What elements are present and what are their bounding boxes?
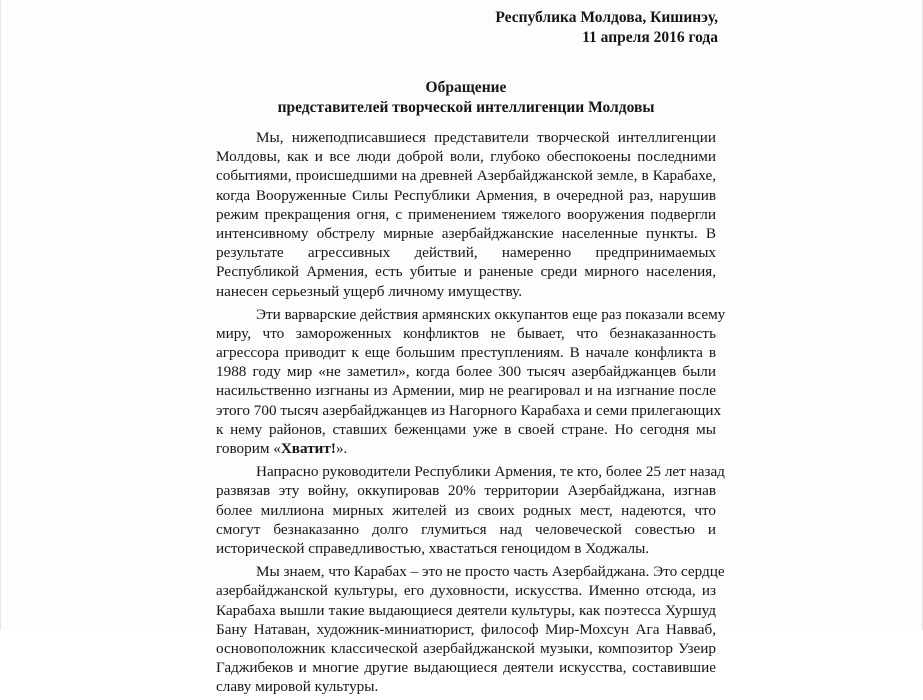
- text-line: режим прекращения огня, с применением тяжелого вооружения подвергли: [216, 205, 716, 223]
- title-line-1: Обращение: [425, 79, 507, 96]
- text-line: когда Вооруженные Силы Республики Армения, в очередной раз, нарушив: [216, 186, 716, 204]
- paragraph-1: [216, 128, 716, 301]
- text-line: этого 700 тысяч азербайджанцев из Нагорного Карабаха и семи прилегающих: [216, 401, 722, 419]
- text-line: Эти варварские действия армянских оккупантов еще раз показали всему: [256, 305, 726, 323]
- text-line: Мы, нижеподписавшиеся представители творческой интеллигенции: [256, 129, 716, 146]
- text-line: агрессора приводит к еще большим преступлениям. В начале конфликта в: [216, 344, 716, 362]
- text-line: 1988 году мир «не заметил», когда более 300 тысяч азербайджанцев были: [216, 363, 716, 381]
- appeal-text: [216, 128, 726, 700]
- text-line: Республикой Армения, есть убитые и раненые среди мирного населения,: [216, 263, 716, 281]
- text-line: Карабаха вышли такие выдающиеся деятели культуры, как поэтесса Хуршуд: [216, 601, 716, 619]
- paragraph-3: [216, 462, 725, 558]
- title-line-2: представителей творческой интеллигенции Молдовы: [277, 99, 655, 116]
- document-title: [216, 78, 716, 118]
- place-line: Республика Молдова, Кишинэу,: [495, 9, 718, 26]
- text-line: [216, 439, 716, 458]
- text-line: к нему районов, ставших беженцами уже в своей стране. Но сегодня мы: [216, 420, 716, 438]
- text-fragment: говорим «: [216, 440, 281, 457]
- text-line: славу мировой культуры.: [216, 678, 379, 696]
- text-line: азербайджанской культуры, его духовности, искусства. Именно отсюда, из: [216, 582, 716, 600]
- text-line: Напрасно руководители Республики Армения, те кто, более 25 лет назад: [256, 463, 725, 481]
- text-line: Мы знаем, что Карабах – это не просто часть Азербайджана. Это сердце: [256, 563, 725, 581]
- paragraph-4: [216, 562, 725, 696]
- text-line: результате агрессивных действий, намеренно предпринимаемых: [216, 244, 716, 262]
- text-line: нанесен серьезный ущерб личному имуществу.: [216, 282, 523, 300]
- text-line: интенсивному обстрелу мирные азербайджанские населенные пункты. В: [216, 224, 716, 242]
- text-line: исторической справедливостью, хвастаться геноцидом в Ходжалы.: [216, 539, 650, 557]
- text-line: основоположник классической азербайджанской музыки, композитор Узеир: [216, 639, 716, 657]
- text-line: Бану Натаван, художник-миниатюрист, философ Мир-Мохсун Ага Навваб,: [216, 620, 716, 638]
- text-fragment: ».: [335, 440, 348, 457]
- paragraph-2: [216, 305, 726, 459]
- text-line: событиями, происшедшими на древней Азербайджанской земле, в Карабахе,: [216, 167, 716, 185]
- text-line: смогут безнаказанно долго глумиться над человеческой совестью и: [216, 520, 716, 538]
- text-line: насильственно изгнаны из Армении, мир не реагировал и на изгнание после: [216, 382, 716, 400]
- scan-edge-left: [0, 0, 1, 630]
- place-and-date: [495, 8, 718, 48]
- text-line: более миллиона мирных жителей из своих родных мест, надеются, что: [216, 501, 716, 519]
- text-line: Молдовы, как и все люди доброй воли, глубоко обеспокоены последними: [216, 148, 716, 166]
- text-line: миру, что замороженных конфликтов не бывает, что безнаказанность: [216, 324, 716, 342]
- date-line: 11 апреля 2016 года: [582, 29, 718, 46]
- text-line: Гаджибеков и многие другие выдающиеся деятели искусства, составившие: [216, 659, 716, 677]
- text-line: развязав эту войну, оккупировав 20% территории Азербайджана, изгнав: [216, 482, 716, 500]
- emphasis-word: Хватит!: [280, 440, 336, 457]
